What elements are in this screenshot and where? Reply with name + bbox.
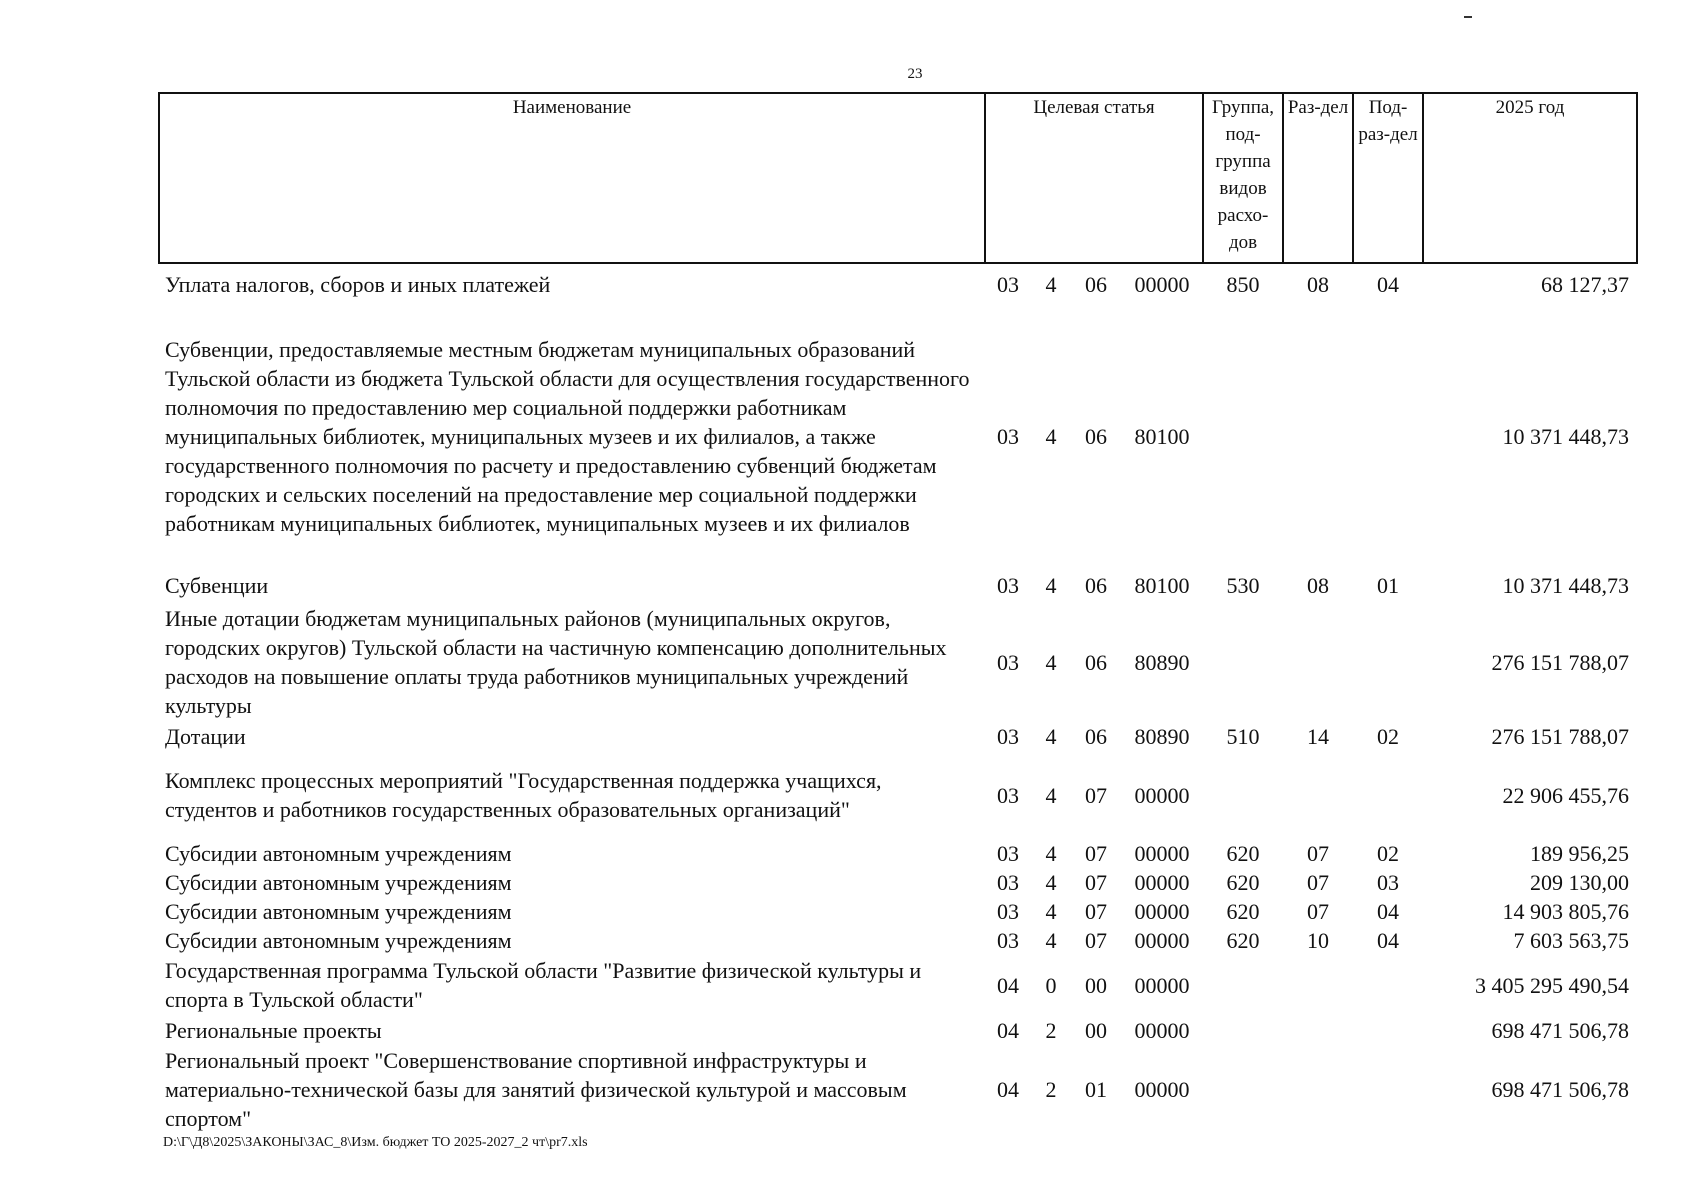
row-name: Региональный проект "Совершенствование спортивной инфраструктуры и материально-технической базы для занятий физической культурой и массовым спортом" bbox=[165, 1047, 907, 1131]
row-t3: 06 bbox=[1085, 649, 1107, 675]
row-amount: 7 603 563,75 bbox=[1513, 928, 1630, 953]
row-group: 620 bbox=[1226, 928, 1260, 953]
row-t3: 07 bbox=[1085, 870, 1107, 895]
row-t1: 03 bbox=[997, 870, 1019, 895]
row-section bbox=[1283, 955, 1353, 1015]
row-t4: 00000 bbox=[1134, 928, 1190, 953]
row-subsection bbox=[1353, 603, 1423, 721]
row-section: 07 bbox=[1307, 841, 1330, 866]
row-t2: 4 bbox=[1045, 870, 1057, 895]
header-group: Группа, под-группа видов расхо-дов bbox=[1203, 93, 1283, 263]
row-subsection bbox=[1353, 1015, 1423, 1045]
row-group bbox=[1203, 1045, 1283, 1133]
row-amount: 10 371 448,73 bbox=[1502, 572, 1630, 598]
row-t3: 07 bbox=[1085, 841, 1107, 866]
table-row bbox=[159, 839, 1637, 868]
row-name: Уплата налогов, сборов и иных платежей bbox=[165, 272, 551, 297]
row-t2: 2 bbox=[1045, 1017, 1057, 1043]
row-t1: 03 bbox=[997, 782, 1019, 808]
row-section: 08 bbox=[1307, 572, 1330, 598]
row-group: 850 bbox=[1226, 272, 1260, 297]
budget-table bbox=[158, 92, 1638, 1133]
row-t1: 03 bbox=[997, 423, 1019, 449]
row-t3: 06 bbox=[1085, 572, 1107, 598]
row-group bbox=[1203, 955, 1283, 1015]
header-target: Целевая статья bbox=[985, 93, 1203, 263]
row-t4: 00000 bbox=[1134, 899, 1190, 924]
table-row bbox=[159, 567, 1637, 603]
row-group bbox=[1203, 751, 1283, 839]
row-t1: 04 bbox=[997, 972, 1019, 998]
table-row bbox=[159, 955, 1637, 1015]
row-section bbox=[1283, 1015, 1353, 1045]
row-t2: 2 bbox=[1045, 1076, 1057, 1102]
row-subsection bbox=[1353, 1045, 1423, 1133]
table-row bbox=[159, 1045, 1637, 1133]
row-t4: 80890 bbox=[1134, 649, 1190, 675]
row-t2: 4 bbox=[1045, 723, 1057, 749]
row-amount: 14 903 805,76 bbox=[1502, 899, 1630, 924]
row-t3: 06 bbox=[1085, 272, 1107, 297]
row-t4: 80890 bbox=[1134, 723, 1190, 749]
file-path-footer: D:\Г\Д8\2025\ЗАКОНЫ\ЗАС_8\Изм. бюджет ТО 2025-2027_2 чт\pr7.xls bbox=[163, 1135, 588, 1150]
row-t2: 4 bbox=[1045, 899, 1057, 924]
row-amount: 209 130,00 bbox=[1530, 870, 1630, 895]
row-amount: 276 151 788,07 bbox=[1491, 649, 1630, 675]
row-subsection bbox=[1353, 305, 1423, 567]
row-section: 14 bbox=[1307, 723, 1330, 749]
row-name: Субсидии автономным учреждениям bbox=[165, 841, 512, 866]
row-subsection: 04 bbox=[1377, 928, 1400, 953]
row-t3: 01 bbox=[1085, 1076, 1107, 1102]
row-t4: 00000 bbox=[1134, 272, 1190, 297]
table-row bbox=[159, 263, 1637, 305]
table-row bbox=[159, 1015, 1637, 1045]
row-t1: 03 bbox=[997, 841, 1019, 866]
row-name: Комплекс процессных мероприятий "Государственная поддержка учащихся, студентов и работников государственных образовательных организаций" bbox=[165, 768, 882, 822]
row-group: 620 bbox=[1226, 870, 1260, 895]
row-t3: 00 bbox=[1085, 1017, 1107, 1043]
row-subsection: 02 bbox=[1377, 723, 1400, 749]
row-group: 620 bbox=[1226, 899, 1260, 924]
row-amount: 22 906 455,76 bbox=[1502, 782, 1630, 808]
row-group: 530 bbox=[1226, 572, 1260, 598]
row-t2: 0 bbox=[1045, 972, 1057, 998]
row-subsection: 04 bbox=[1377, 899, 1400, 924]
row-section: 07 bbox=[1307, 899, 1330, 924]
row-amount: 698 471 506,78 bbox=[1491, 1017, 1630, 1043]
row-amount: 3 405 295 490,54 bbox=[1475, 972, 1630, 998]
row-t2: 4 bbox=[1045, 572, 1057, 598]
row-t1: 04 bbox=[997, 1017, 1019, 1043]
row-group bbox=[1203, 603, 1283, 721]
row-group: 510 bbox=[1226, 723, 1260, 749]
row-section bbox=[1283, 1045, 1353, 1133]
row-name: Субсидии автономным учреждениям bbox=[165, 870, 512, 895]
row-t3: 07 bbox=[1085, 899, 1107, 924]
header-name: Наименование bbox=[159, 93, 985, 263]
row-subsection: 02 bbox=[1377, 841, 1400, 866]
row-t4: 80100 bbox=[1134, 423, 1190, 449]
row-t2: 4 bbox=[1045, 928, 1057, 953]
row-t3: 07 bbox=[1085, 928, 1107, 953]
row-t2: 4 bbox=[1045, 841, 1057, 866]
row-name: Субвенции bbox=[165, 572, 269, 598]
row-t3: 07 bbox=[1085, 782, 1107, 808]
row-section: 10 bbox=[1307, 928, 1330, 953]
row-amount: 68 127,37 bbox=[1541, 272, 1630, 297]
row-t2: 4 bbox=[1045, 649, 1057, 675]
row-amount: 698 471 506,78 bbox=[1491, 1076, 1630, 1102]
row-t4: 00000 bbox=[1134, 782, 1190, 808]
row-group: 620 bbox=[1226, 841, 1260, 866]
row-name: Региональные проекты bbox=[165, 1017, 382, 1043]
table-row bbox=[159, 897, 1637, 926]
table-row bbox=[159, 603, 1637, 721]
row-name: Субсидии автономным учреждениям bbox=[165, 928, 512, 953]
row-t1: 03 bbox=[997, 899, 1019, 924]
row-amount: 189 956,25 bbox=[1530, 841, 1630, 866]
row-name: Субсидии автономным учреждениям bbox=[165, 899, 512, 924]
table-row bbox=[159, 868, 1637, 897]
row-name: Государственная программа Тульской области "Развитие физической культуры и спорта в Тульской области" bbox=[165, 958, 922, 1012]
row-section: 08 bbox=[1307, 272, 1330, 297]
row-t3: 06 bbox=[1085, 423, 1107, 449]
row-section bbox=[1283, 603, 1353, 721]
row-subsection bbox=[1353, 751, 1423, 839]
row-t3: 06 bbox=[1085, 723, 1107, 749]
row-amount: 10 371 448,73 bbox=[1502, 423, 1630, 449]
row-group bbox=[1203, 1015, 1283, 1045]
header-subsection: Под-раз-дел bbox=[1353, 93, 1423, 263]
row-t1: 03 bbox=[997, 272, 1019, 297]
row-t4: 00000 bbox=[1134, 870, 1190, 895]
row-section bbox=[1283, 751, 1353, 839]
row-t4: 00000 bbox=[1134, 841, 1190, 866]
row-t4: 00000 bbox=[1134, 1017, 1190, 1043]
row-t1: 03 bbox=[997, 928, 1019, 953]
row-t1: 03 bbox=[997, 723, 1019, 749]
row-name: Иные дотации бюджетам муниципальных районов (муниципальных округов, городских округов) Тульской области на частичную компенсацию дополнительных расходов на повышение оплаты труда работников муниципальных учреждений культуры bbox=[165, 606, 947, 718]
header-year: 2025 год bbox=[1423, 93, 1637, 263]
row-group bbox=[1203, 305, 1283, 567]
header-section: Раз-дел bbox=[1283, 93, 1353, 263]
row-t2: 4 bbox=[1045, 423, 1057, 449]
row-name: Субвенции, предоставляемые местным бюджетам муниципальных образований Тульской области из бюджета Тульской области для осуществления государственного полномочия по предоставлению мер социальной поддержки работникам муниципальных библиотек, муниципальных музеев и их филиалов, а также государственного полномочия по расчету и предоставлению субвенций бюджетам городских и сельских поселений на предоставление мер социальной поддержки работникам муниципальных библиотек, муниципальных музеев и их филиалов bbox=[165, 336, 970, 536]
table-row bbox=[159, 721, 1637, 751]
table-row bbox=[159, 926, 1637, 955]
row-section bbox=[1283, 305, 1353, 567]
row-subsection: 01 bbox=[1377, 572, 1400, 598]
row-amount: 276 151 788,07 bbox=[1491, 723, 1630, 749]
row-t2: 4 bbox=[1045, 782, 1057, 808]
corner-mark bbox=[1464, 16, 1472, 18]
row-subsection: 03 bbox=[1377, 870, 1400, 895]
row-t2: 4 bbox=[1045, 272, 1057, 297]
row-t1: 03 bbox=[997, 649, 1019, 675]
header-row bbox=[159, 93, 1637, 263]
row-t4: 00000 bbox=[1134, 972, 1190, 998]
row-t4: 80100 bbox=[1134, 572, 1190, 598]
row-subsection: 04 bbox=[1377, 272, 1400, 297]
row-t4: 00000 bbox=[1134, 1076, 1190, 1102]
row-subsection bbox=[1353, 955, 1423, 1015]
row-t1: 03 bbox=[997, 572, 1019, 598]
row-t3: 00 bbox=[1085, 972, 1107, 998]
row-section: 07 bbox=[1307, 870, 1330, 895]
row-name: Дотации bbox=[165, 723, 246, 749]
page-number: 23 bbox=[907, 66, 923, 82]
table-row bbox=[159, 751, 1637, 839]
row-t1: 04 bbox=[997, 1076, 1019, 1102]
table-row bbox=[159, 305, 1637, 567]
